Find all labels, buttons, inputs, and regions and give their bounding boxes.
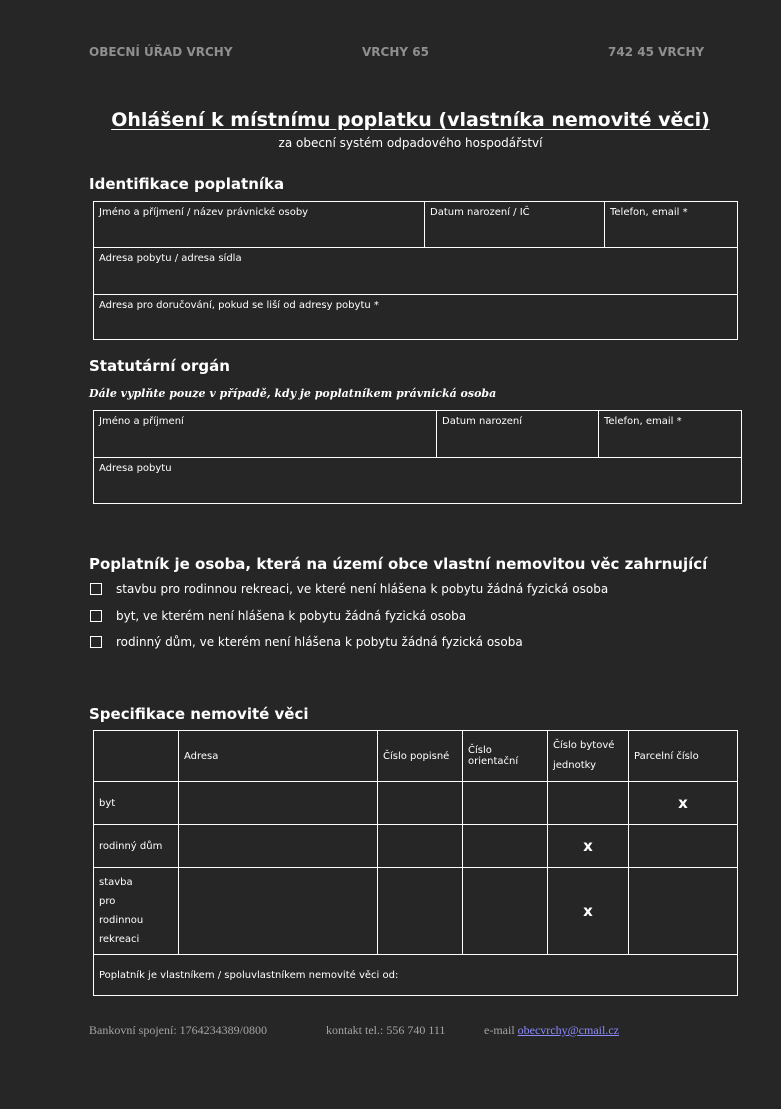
statutory-birth-field[interactable] [437, 411, 599, 458]
taxpayer-phone-field[interactable] [605, 202, 738, 248]
statutory-phone-field[interactable] [599, 411, 742, 458]
spec-parcel-cell[interactable] [629, 868, 738, 955]
specification-heading: Specifikace nemovité věci [89, 705, 309, 723]
owner-since-label: Poplatník je vlastníkem / spoluvlastníkem nemovité věci od: [99, 969, 399, 981]
table-row [94, 782, 738, 825]
spec-orientation-cell[interactable] [463, 868, 548, 955]
taxpayer-name-label: Jméno a příjmení / název právnické osoby [99, 207, 309, 218]
statutory-address-field[interactable] [94, 458, 742, 504]
spec-parcel-cell[interactable] [629, 825, 738, 868]
office-postcode: 742 45 VRCHY [608, 45, 705, 59]
spec-address-cell[interactable] [179, 868, 378, 955]
spec-orientation-cell[interactable] [463, 782, 548, 825]
spec-header-unit-number: Číslo bytové jednotky [548, 731, 629, 782]
taxpayer-phone-label: Telefon, email * [610, 207, 688, 218]
house-checkbox[interactable] [90, 636, 102, 648]
taxpayer-delivery-label: Adresa pro doručování, pokud se liší od adresy pobytu * [99, 300, 379, 311]
office-address: VRCHY 65 [362, 45, 429, 59]
spec-house-number-cell[interactable] [378, 868, 463, 955]
flat-checkbox[interactable] [90, 610, 102, 622]
spec-row-label: stavba pro rodinnou rekreaci [94, 868, 179, 955]
spec-header-house-number: Číslo popisné [378, 731, 463, 782]
statutory-phone-label: Telefon, email * [604, 416, 682, 427]
specification-table [93, 730, 738, 996]
cross-mark: x [583, 837, 593, 855]
table-row [94, 868, 738, 955]
recreation-checkbox[interactable] [90, 583, 102, 595]
spec-unit-cell[interactable] [548, 782, 629, 825]
taxpayer-address-label: Adresa pobytu / adresa sídla [99, 253, 242, 264]
spec-header-parcel-number: Parcelní číslo [629, 731, 738, 782]
statutory-note: Dále vyplňte pouze v případě, kdy je poplatníkem právnická osoba [89, 387, 497, 400]
taxpayer-delivery-field[interactable] [94, 295, 738, 340]
spec-address-cell[interactable] [179, 782, 378, 825]
footer-bank: Bankovní spojení: 1764234389/0800 [89, 1023, 267, 1037]
statutory-birth-label: Datum narození [442, 416, 522, 427]
table-row [94, 825, 738, 868]
spec-header-address: Adresa [179, 731, 378, 782]
form-subtitle: za obecní systém odpadového hospodářství [278, 136, 543, 150]
flat-option-label: byt, ve kterém není hlášena k pobytu žádná fyzická osoba [116, 609, 467, 623]
recreation-option-label: stavbu pro rodinnou rekreaci, ve které není hlášena k pobytu žádná fyzická osoba [116, 582, 609, 596]
spec-address-cell[interactable] [179, 825, 378, 868]
spec-header-orientation-number: Číslo orientační [463, 731, 548, 782]
spec-unit-cell [548, 868, 629, 955]
statutory-name-field[interactable] [94, 411, 437, 458]
footer-phone: kontakt tel.: 556 740 111 [326, 1023, 446, 1037]
spec-house-number-cell[interactable] [378, 782, 463, 825]
house-option-label: rodinný dům, ve kterém není hlášena k pobytu žádná fyzická osoba [116, 635, 523, 649]
identification-table [93, 201, 738, 340]
ownership-option-flat[interactable] [90, 609, 466, 623]
spec-parcel-cell [629, 782, 738, 825]
ownership-heading: Poplatník je osoba, která na území obce vlastní nemovitou věc zahrnující [89, 555, 708, 573]
taxpayer-name-field[interactable] [94, 202, 425, 248]
footer-email-link[interactable]: obecvrchy@cmail.cz [517, 1023, 619, 1037]
cross-mark: x [583, 902, 593, 920]
form-title: Ohlášení k místnímu poplatku (vlastníka nemovité věci) [111, 109, 710, 131]
taxpayer-address-field[interactable] [94, 248, 738, 295]
spec-header-empty [94, 731, 179, 782]
footer-email [484, 1023, 619, 1038]
office-name: OBECNÍ ÚŘAD VRCHY [89, 45, 233, 59]
spec-house-number-cell[interactable] [378, 825, 463, 868]
statutory-name-label: Jméno a příjmení [99, 416, 184, 427]
ownership-option-house[interactable] [90, 635, 523, 649]
statutory-heading: Statutární orgán [89, 357, 230, 375]
spec-row-label: rodinný dům [94, 825, 179, 868]
ownership-option-recreation[interactable] [90, 582, 608, 596]
spec-orientation-cell[interactable] [463, 825, 548, 868]
footer-email-label: e-mail [484, 1023, 515, 1037]
cross-mark: x [678, 794, 688, 812]
identification-heading: Identifikace poplatníka [89, 175, 285, 193]
owner-since-field[interactable] [94, 955, 738, 996]
taxpayer-birth-label: Datum narození / IČ [430, 207, 530, 218]
taxpayer-birth-field[interactable] [425, 202, 605, 248]
statutory-address-label: Adresa pobytu [99, 463, 172, 474]
spec-unit-cell [548, 825, 629, 868]
spec-row-label: byt [94, 782, 179, 825]
statutory-table [93, 410, 742, 504]
